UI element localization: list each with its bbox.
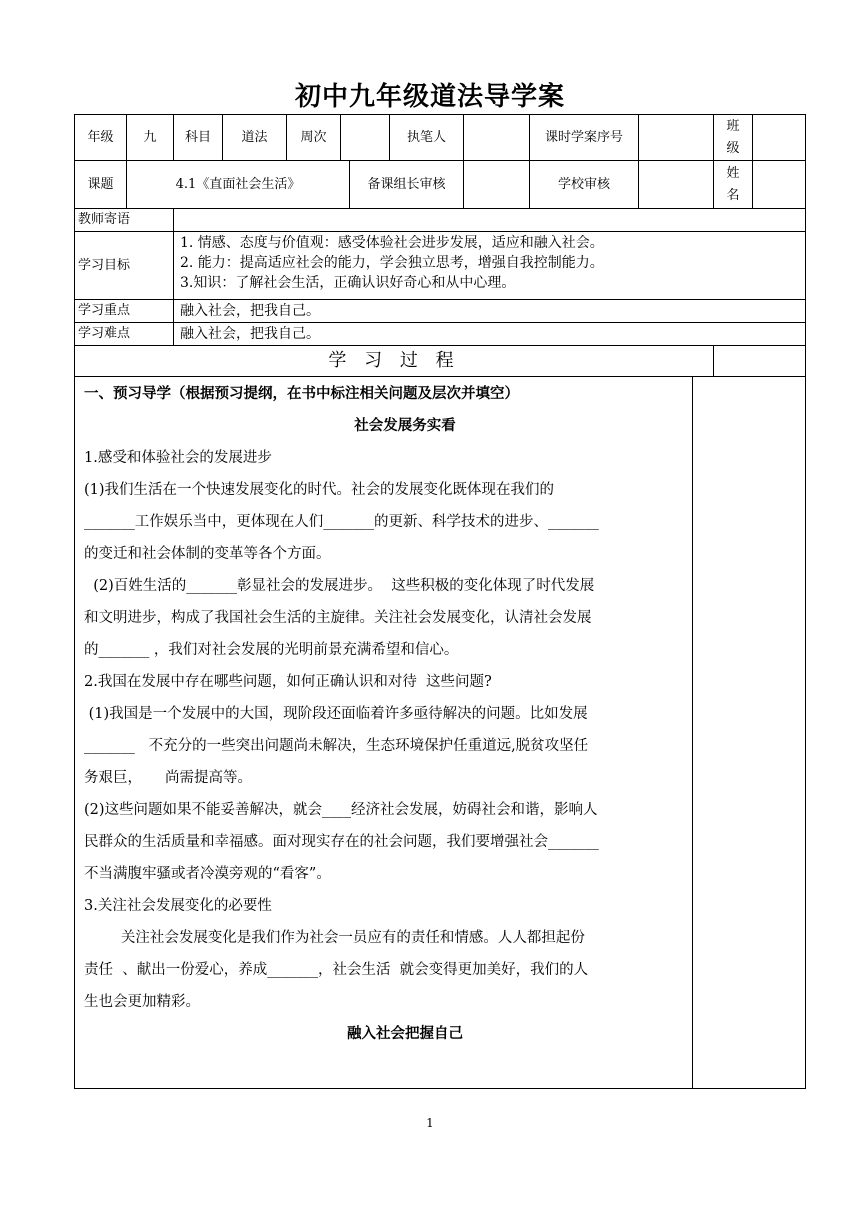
body-line: 民群众的生活质量和幸福感。面对现实存在的社会问题，我们要增强社会_______ [84,834,599,850]
key-points-label: 学习重点 [78,303,131,318]
body-line: (1)我们生活在一个快速发展变化的时代。社会的发展变化既体现在我们的 [84,482,555,498]
page-title: 初中九年级道法导学案 [294,82,565,112]
subject-label: 科目 [184,129,211,145]
objectives-label: 学习目标 [78,257,131,273]
body-line: (1)我国是一个发展中的大国，现阶段还面临着许多亟待解决的问题。比如发展 [84,706,588,722]
body-line: 关注社会发展变化是我们作为社会一员应有的责任和情感。人人都担起份 [84,930,585,946]
body-line: (2)百姓生活的_______彰显社会的发展进步。 这些积极的变化体现了时代发展 [84,578,595,594]
question-heading: 3.关注社会发展变化的必要性 [84,898,272,914]
objective-item: 3.知识：了解社会生活，正确认识好奇心和从中心理。 [180,275,516,291]
grade-value[interactable]: 九 [143,129,157,145]
body-line: (2)这些问题如果不能妥善解决，就会____经济社会发展，妨碍社会和谐，影响人 [84,802,598,818]
school-review-label: 学校审核 [557,176,610,192]
serial-value[interactable] [639,115,713,160]
body-line: 和文明进步，构成了我国社会生活的主旋律。关注社会发展变化，认清社会发展 [84,610,592,626]
subtitle-heading: 融入社会把握自己 [347,1025,463,1042]
topic-label: 课题 [87,176,114,192]
grade-label: 年级 [87,129,114,145]
body-line: 生也会更加精彩。 [84,994,200,1010]
body-line: 务艰巨， 尚需提高等。 [84,770,253,786]
author-label: 执笔人 [406,129,446,145]
body-line: _______工作娱乐当中，更体现在人们_______的更新、科学技术的进步、_______ [84,514,599,530]
leader-review-value[interactable] [464,161,529,208]
difficulties-label: 学习难点 [78,326,131,341]
page-number: 1 [426,1116,434,1130]
leader-review-label: 备课组长审核 [367,176,446,192]
name-label [714,161,752,208]
serial-label: 课时学案序号 [544,129,623,145]
name-value[interactable] [753,161,805,208]
objective-item: 2. 能力：提高适应社会的能力，学会独立思考，增强自我控制能力。 [180,255,604,271]
topic-value: 4.1《直面社会生活》 [175,176,301,192]
study-body [84,378,686,1050]
question-heading: 2.我国在发展中存在哪些问题，如何正确认识和对待 这些问题? [84,674,492,690]
key-points-value: 融入社会，把我自己。 [180,303,320,319]
objective-item: 1. 情感、态度与价值观：感受体验社会进步发展，适应和融入社会。 [180,235,604,251]
body-line: 责任 、献出一份爱心，养成_______，社会生活 就会变得更加美好，我们的人 [84,962,589,978]
subtitle-heading: 社会发展务实看 [354,417,456,434]
body-line: 的变迁和社会体制的变革等各个方面。 [84,546,331,562]
class-label-line1: 班 [726,118,740,134]
name-label-line2: 名 [726,187,740,203]
body-line: 的_______ ，我们对社会发展的光明前景充满希望和信心。 [84,642,459,658]
class-label [714,115,752,160]
author-value[interactable] [464,115,529,160]
school-review-value[interactable] [639,161,713,208]
name-label-line1: 姓 [726,165,740,181]
body-line: _______ 不充分的一些突出问题尚未解决，生态环境保护任重道远,脱贫攻坚任 [84,738,589,754]
section-heading: 一、预习导学（根据预习提纲，在书中标注相关问题及层次并填空） [84,385,519,402]
question-heading: 1.感受和体验社会的发展进步 [84,450,272,466]
objectives-list [180,233,800,293]
teacher-message-label: 教师寄语 [78,212,131,227]
class-value[interactable] [753,115,805,160]
week-label: 周次 [300,129,327,145]
process-title: 学 习 过 程 [328,350,460,371]
subject-value[interactable]: 道法 [241,129,268,145]
difficulties-value: 融入社会，把我自己。 [180,326,320,342]
teacher-message-value[interactable] [180,209,800,231]
class-label-line2: 级 [726,140,740,156]
week-value[interactable] [341,115,389,160]
body-line: 不当满腹牢骚或者冷漠旁观的“看客”。 [84,866,331,882]
